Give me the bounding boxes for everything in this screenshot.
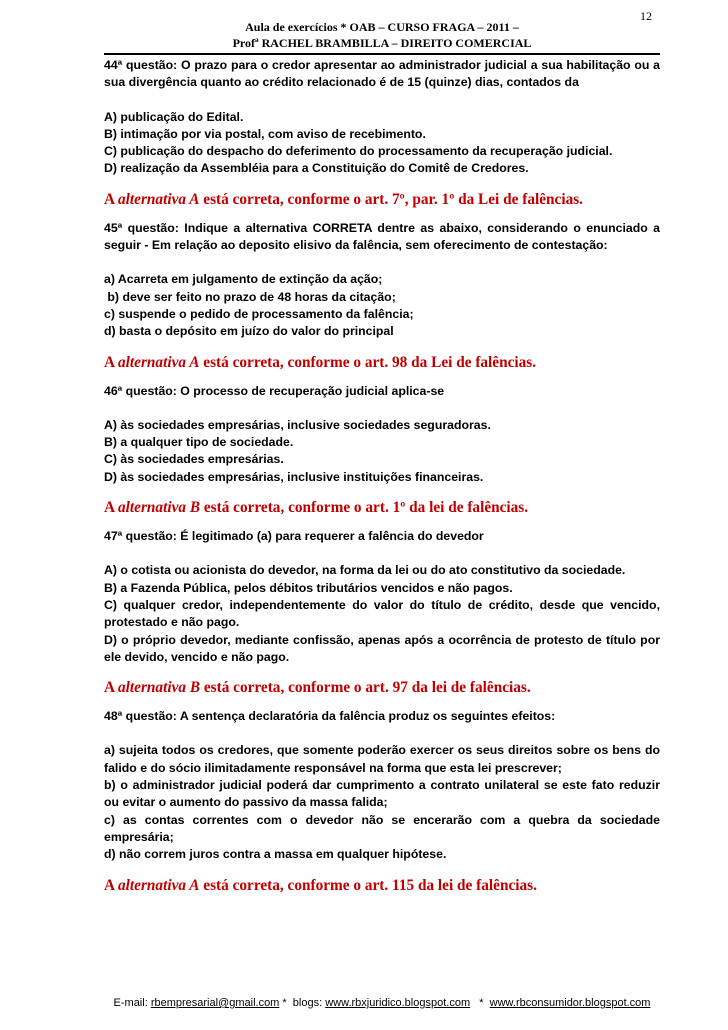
footer-blog-link-1[interactable]: www.rbxjuridico.blogspot.com — [325, 997, 471, 1009]
question-text: 45ª questão: Indique a alternativa CORRETA dentre as abaixo, considerando o enunciado a seguir - Em relação ao deposito elisivo da falência, sem oferecimento de contestação: — [104, 220, 660, 253]
question-46 — [104, 383, 660, 518]
option-b: b) deve ser feito no prazo de 48 horas da citação; — [104, 289, 396, 304]
answer-text: A alternativa A está correta, conforme o art. 115 da lei de falências. — [104, 876, 537, 894]
option-b: b) o administrador judicial poderá dar cumprimento a contrato unilateral se este fato reduzir ou evitar o aumento do passivo da massa falida; — [104, 778, 660, 810]
document-footer — [104, 997, 660, 1009]
question-48 — [104, 708, 660, 895]
option-c: C) publicação do despacho do deferimento do processamento da recuperação judicial. — [104, 144, 613, 159]
option-c: C) às sociedades empresárias. — [104, 452, 284, 467]
footer-email-link[interactable]: rbempresarial@gmail.com — [150, 997, 280, 1009]
option-a: a) sujeita todos os credores, que somente poderão exercer os seus direitos sobre os bens do falido e do sócio ilimitadamente responsável na forma que esta lei prescrever; — [104, 743, 660, 775]
option-b: B) a Fazenda Pública, pelos débitos tributários vencidos e não pagos. — [104, 580, 513, 595]
question-45 — [104, 220, 660, 373]
footer-separator: * blogs: — [279, 997, 326, 1009]
question-text: 44ª questão: O prazo para o credor apresentar ao administrador judicial a sua habilitação ou a sua divergência quanto ao crédito relacionado é de 15 (quinze) dias, contados da — [104, 58, 660, 90]
question-47 — [104, 528, 660, 698]
option-a: A) publicação do Edital. — [104, 109, 244, 124]
footer-email-label: E-mail: — [113, 997, 151, 1009]
option-b: B) intimação por via postal, com aviso de recebimento. — [104, 126, 426, 141]
answer-text: A alternativa A está correta, conforme o art. 98 da Lei de falências. — [104, 353, 537, 371]
question-44 — [104, 57, 660, 210]
option-a: A) o cotista ou acionista do devedor, na forma da lei ou do ato constitutivo da sociedade. — [104, 563, 626, 578]
question-text: 46ª questão: O processo de recuperação judicial aplica-se — [104, 383, 445, 398]
option-a: a) Acarreta em julgamento de extinção da ação; — [104, 272, 383, 287]
header-line-1: Aula de exercícios * OAB – CURSO FRAGA – 2011 – — [245, 20, 519, 34]
option-a: A) às sociedades empresárias, inclusive sociedades seguradoras. — [104, 417, 491, 432]
answer-text: A alternativa A está correta, conforme o art. 7º, par. 1º da Lei de falências. — [104, 190, 584, 208]
document-header — [104, 19, 660, 51]
footer-separator: * — [470, 997, 490, 1009]
footer-blog-link-2[interactable]: www.rbconsumidor.blogspot.com — [489, 997, 651, 1009]
answer-text: A alternativa B está correta, conforme o art. 1º da lei de falências. — [104, 499, 529, 517]
question-text: 48ª questão: A sentença declaratória da falência produz os seguintes efeitos: — [104, 709, 556, 724]
header-line-2: Profª RACHEL BRAMBILLA – DIREITO COMERCIAL — [232, 36, 532, 50]
option-c: c) as contas correntes com o devedor não se encerarão com a quebra da sociedade empresária; — [104, 812, 660, 844]
option-c: c) suspende o pedido de processamento da falência; — [104, 306, 414, 321]
option-c: C) qualquer credor, independentemente do valor do título de crédito, desde que vencido, protestado e não pago. — [104, 597, 660, 630]
answer-text: A alternativa B está correta, conforme o art. 97 da lei de falências. — [104, 679, 531, 697]
option-b: B) a qualquer tipo de sociedade. — [104, 435, 294, 450]
option-d: d) não correm juros contra a massa em qualquer hipótese. — [104, 847, 447, 862]
document-body — [104, 57, 660, 896]
question-text: 47ª questão: É legitimado (a) para requerer a falência do devedor — [104, 529, 484, 544]
header-divider — [104, 53, 660, 55]
page-number: 12 — [640, 9, 652, 23]
option-d: D) realização da Assembléia para a Constituição do Comitê de Credores. — [104, 161, 529, 176]
option-d: D) às sociedades empresárias, inclusive instituições financeiras. — [104, 469, 484, 484]
option-d: d) basta o depósito em juízo do valor do principal — [104, 324, 394, 339]
option-d: D) o próprio devedor, mediante confissão, apenas após a ocorrência de protesto de título por ele devido, vencido e não pago. — [104, 632, 660, 664]
